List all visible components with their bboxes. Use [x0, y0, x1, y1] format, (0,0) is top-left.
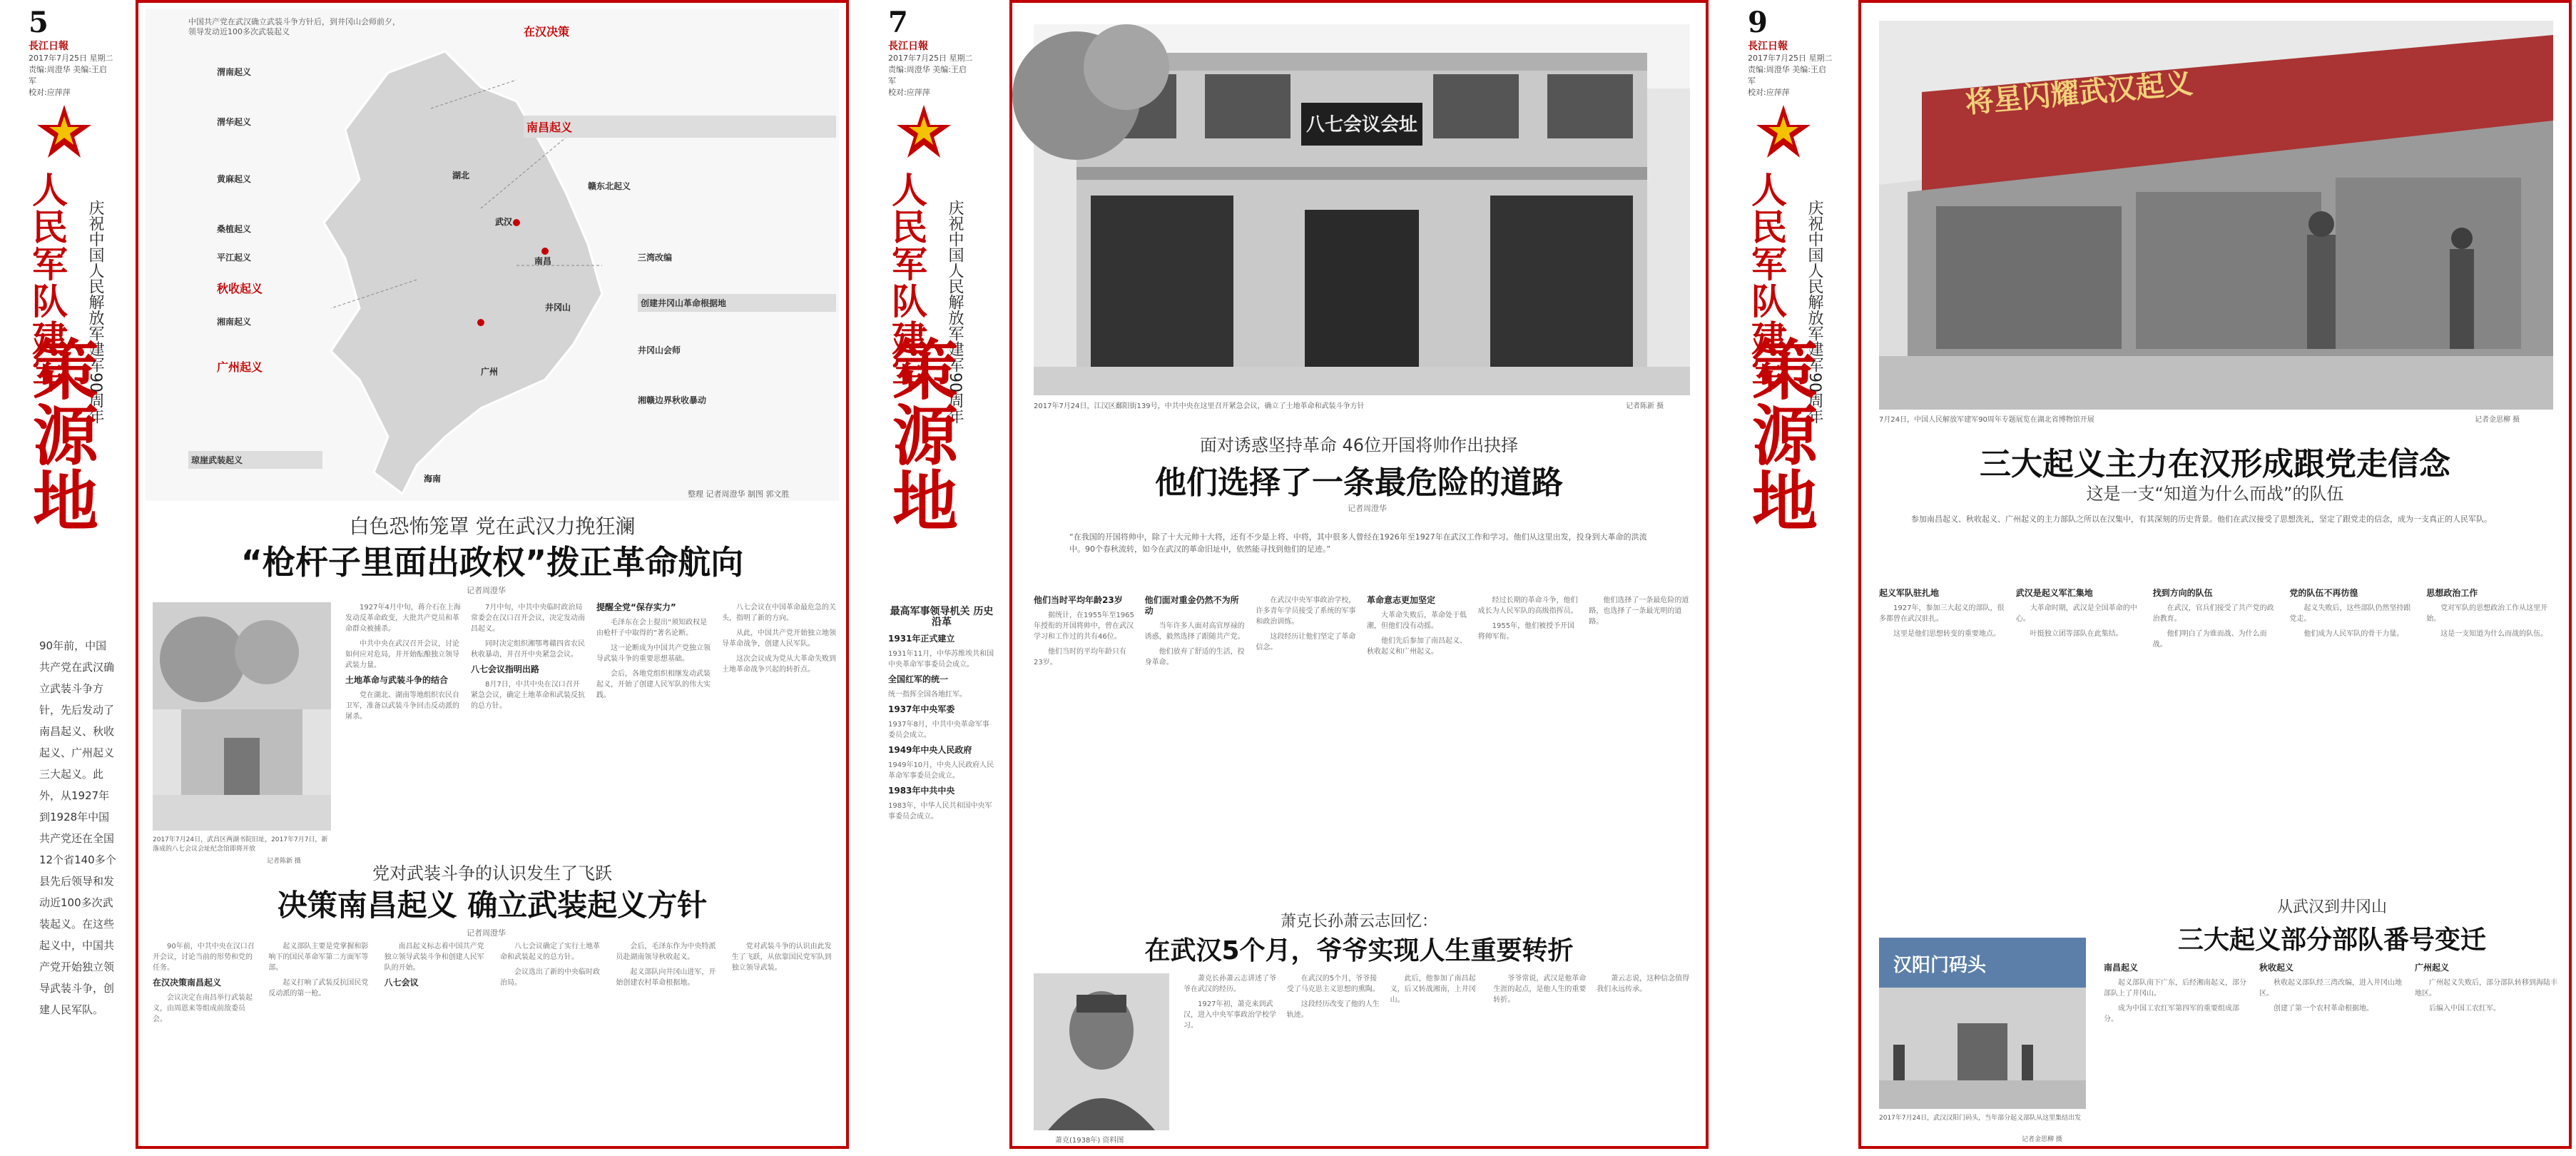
- map-event-label: 广州起义: [217, 360, 263, 374]
- sidebar-item: 全国红军的统一: [888, 674, 949, 684]
- side-strip: [0, 0, 121, 1156]
- building-sign: 八七会议会址: [1305, 114, 1417, 136]
- masthead-meta: 2017年7月25日 星期二 责编:周澄华 美编:王启军 校对:应萍萍: [888, 54, 973, 97]
- subtitle: 这是一支“知道为什么而战”的队伍: [2086, 484, 2344, 504]
- text-column: 此后，他参加了南昌起义，后又转战湘南，上井冈山。: [1390, 975, 1476, 1004]
- byline: 记者周澄华: [1348, 504, 1387, 513]
- article-body: [2104, 963, 2560, 1137]
- photo-credit: 记者陈新 摄: [1626, 402, 1664, 410]
- map-event-label: 在汉决策: [524, 25, 570, 39]
- map-place-label: 湖北: [452, 171, 470, 181]
- text-column: 萧克长孙萧云志讲述了爷爷在武汉的经历。 1927年初，萧克来到武汉，进入中央军事政治学校学习。: [1183, 975, 1276, 1030]
- article-body: [345, 602, 838, 852]
- article-body: [1879, 588, 2553, 923]
- text-column: 秋收起义 秋收起义部队经三湾改编，进入井冈山地区。 创建了第一个农村革命根据地。: [2259, 963, 2402, 1013]
- text-column: 南昌起义标志着中国共产党独立领导武装斗争和创建人民军队的开始。 八七会议: [384, 943, 484, 988]
- portrait-caption: 萧克(1938年) 资料图: [1055, 1137, 1124, 1145]
- side-subtitle: 庆祝中国人民解放军建军90周年: [946, 200, 964, 424]
- map-place-label: 广州: [481, 367, 499, 377]
- side-calligraphy: 策源地: [1741, 335, 1818, 532]
- map-event-label: 井冈山会师: [638, 345, 681, 355]
- map-event-label: 渭南起义: [217, 67, 252, 77]
- text-column: 会后，毛泽东作为中央特派员赴湖南领导秋收起义。 起义部队向井冈山进军，开始创建农村革命根据地。: [616, 943, 716, 987]
- text-column: 八七会议在中国革命最危急的关头，指明了新的方向。 从此，中国共产党开始独立地领导革命战争，创建人民军队。 这次会议成为党从大革命失败到土地革命战争兴起的转折点。: [722, 604, 836, 674]
- map-place-label: 武汉: [495, 217, 513, 227]
- kicker: 萧克长孙萧云志回忆：: [1280, 913, 1437, 931]
- kicker: 党对武装斗争的认识发生了飞跃: [372, 863, 612, 883]
- map-event-label: 湘赣边界秋收暴动: [638, 395, 707, 405]
- side-title: 人民军队建军: [886, 171, 928, 394]
- paper-name: 長江日報: [1748, 41, 1788, 52]
- text-column: 提醒全党“保存实力” 毛泽东在会上提出“须知政权是由枪杆子中取得的”著名论断。 这一论断成为中国共产党独立领导武装斗争的重要思想基础。 会后，各地党组织相继发动武装起义，开始了创建人民军队的伟大实践。: [596, 602, 711, 699]
- article-frame: [1009, 0, 1709, 1149]
- side-calligraphy: 策源地: [882, 335, 959, 532]
- kicker: 白色恐怖笼罩 党在武汉力挽狂澜: [349, 514, 636, 538]
- text-column: 他们面对重金仍然不为所动 当年许多人面对高官厚禄的诱惑，毅然选择了跟随共产党。 他们放弃了舒适的生活，投身革命。: [1144, 595, 1245, 666]
- side-subtitle: 庆祝中国人民解放军建军90周年: [86, 200, 104, 424]
- text-column: 广州起义 广州起义失败后，部分部队转移到海陆丰地区。 后编入中国工农红军。: [2415, 963, 2557, 1013]
- star-emblem-icon: [895, 103, 952, 161]
- map-event-label: 赣东北起义: [588, 181, 631, 191]
- text-column: 南昌起义 起义部队南下广东，后经湘南起义，部分部队上了井冈山。 成为中国工农红军第四军的重要组成部分。: [2104, 963, 2246, 1023]
- text-column: 7月中旬，中共中央临时政治局常委会在汉口召开会议，决定发动南昌起义。 同时决定组织湘鄂粤赣四省农民秋收暴动，并召开中央紧急会议。 八七会议指明出路 8月7日，中共中央在汉口召开紧急会议，确定土地革命和武装反抗的总方针。: [471, 604, 585, 710]
- text-column: 爷爷常说，武汉是他革命生涯的起点，是他人生的重要转折。: [1493, 975, 1587, 1004]
- folio: 9: [1748, 6, 1768, 39]
- side-subtitle: 庆祝中国人民解放军建军90周年: [1806, 200, 1823, 424]
- star-emblem-icon: [36, 103, 93, 161]
- map-event-label: 南昌起义: [524, 116, 836, 138]
- building-photo: [1034, 24, 1690, 395]
- article-body: [153, 941, 838, 1134]
- map-place-label: 海南: [424, 474, 442, 484]
- map-credit: 整理 记者周澄华 制图 郭文胜: [688, 490, 790, 499]
- byline: 记者周澄华: [467, 586, 506, 595]
- text-column: 起义部队主要是党掌握和影响下的国民革命军第二方面军等部。 起义打响了武装反抗国民党反动派的第一枪。: [268, 943, 369, 998]
- byline: 记者周澄华: [467, 928, 506, 938]
- folio: 7: [888, 6, 908, 39]
- photo-caption: 2017年7月24日，武汉汉阳门码头，当年部分起义部队从这里集结出发: [1879, 1115, 2082, 1122]
- map-place-label: 井冈山: [545, 303, 571, 313]
- text-column: 革命意志更加坚定 大革命失败后，革命处于低潮，但他们没有动摇。 他们先后参加了南昌起义、秋收起义和广州起义。: [1367, 595, 1467, 656]
- side-calligraphy: 策源地: [22, 335, 99, 532]
- headline: “枪杆子里面出政权”拨正革命航向: [240, 543, 744, 582]
- text-column: 起义军队驻扎地 1927年，参加三大起义的部队，很多都曾在武汉驻扎。 这里是他们思想转变的重要地点。: [1879, 588, 2005, 638]
- campus-photo: [153, 602, 331, 831]
- text-column: 1927年4月中旬，蒋介石在上海发动反革命政变，大批共产党员和革命群众被捕杀。 中共中央在武汉召开会议，讨论如何应对危局，并开始酝酿独立领导武装力量。 土地革命与武装斗争的结合 党在湖北、湖南等地组织农民自卫军，准备以武装斗争回击反动派的屠杀。: [345, 604, 461, 721]
- map-event-label: 黄麻起义: [217, 174, 252, 184]
- page-5: [0, 0, 849, 1156]
- sidebar-item: 1983年中共中央: [888, 786, 955, 796]
- headline: 在武汉5个月，爷爷实现人生重要转折: [1144, 936, 1574, 965]
- side-strip: [1719, 0, 1841, 1156]
- side-title: 人民军队建军: [26, 171, 68, 394]
- text-column: 找到方向的队伍 在武汉，官兵们接受了共产党的政治教育。 他们明白了为谁而战、为什么而战。: [2152, 588, 2274, 649]
- map-event-label: 渭华起义: [217, 117, 252, 127]
- text-column: 经过长期的革命斗争，他们成长为人民军队的高级指挥员。 1955年，他们被授予开国将帅军衔。: [1477, 597, 1578, 641]
- text-column: 在武汉中央军事政治学校，许多青年学员接受了系统的军事和政治训练。 这段经历让他们坚定了革命信念。: [1256, 597, 1356, 651]
- text-column: 他们选择了一条最危险的道路，也选择了一条最光明的道路。: [1589, 597, 1689, 626]
- text-column: 思想政治工作 党对军队的思想政治工作从这里开始。 这是一支知道为什么而战的队伍。: [2426, 588, 2548, 638]
- history-sidebar: 最高军事领导机关 历史沿革 1931年正式建立 1931年11月，中华苏维埃共和国中央革命军事委员会成立。 全国红军的统一 统一指挥全国各地红军。 1937年中央军委 1937年8月，中共中央革命军事委员会成立。 1949年中央人民政府 1949年10月，中央人民政府人民革命军事委员会成立。 1983年中共中央 1983年，中华人民共和国中央军事委员会成立。: [888, 606, 994, 821]
- dock-sign: 汉阳门码头: [1893, 955, 1987, 976]
- masthead-meta: 2017年7月25日 星期二 责编:周澄华 美编:王启军 校对:应萍萍: [29, 54, 113, 97]
- map-event-label: 创建井冈山革命根据地: [638, 294, 836, 312]
- headline: 他们选择了一条最危险的道路: [1155, 465, 1563, 501]
- text-column: 党的队伍不再彷徨 起义失败后，这些部队仍然坚持跟党走。 他们成为人民军队的骨干力量。: [2289, 588, 2411, 638]
- headline: 三大起义部分部队番号变迁: [2177, 926, 2486, 955]
- article-intro: “在我国的开国将帅中，除了十大元帅十大将，还有不少是上将、中将，其中很多人曾经在1926年至1927年在武汉工作和学习。他们从这里出发，投身到大革命的洪流中。90个春秋流转，如今在武汉的革命旧址中，依然能寻找到他们的足迹。”: [1069, 532, 1647, 554]
- exhibition-photo: [1879, 21, 2553, 410]
- sidebar-item: 1949年中央人民政府: [888, 745, 972, 755]
- dock-photo: [1879, 938, 2086, 1109]
- text-column: 他们当时平均年龄23岁 据统计，在1955年至1965年授衔的开国将帅中，曾在武汉学习和工作过的共有46位。 他们当时的平均年龄只有23岁。: [1034, 595, 1134, 666]
- map-caption: 中国共产党在武汉确立武装斗争方针后，到井冈山会师前夕，领导发动近100多次武装起义: [188, 17, 400, 36]
- text-column: 八七会议确定了实行土地革命和武装起义的总方针。 会议选出了新的中央临时政治局。: [499, 943, 600, 987]
- folio: 5: [29, 6, 49, 39]
- text-column: 萧云志说，这种信念值得我们永远传承。: [1597, 975, 1690, 993]
- photo-caption: 7月24日，中国人民解放军建军90周年专题展览在湖北省博物馆开展: [1879, 416, 2094, 424]
- article-frame: [136, 0, 849, 1149]
- article-body: [1183, 973, 1690, 1137]
- map-place-label: 南昌: [534, 256, 552, 266]
- map-event-label: 桑植起义: [217, 224, 252, 234]
- map-event-label: 琼崖武装起义: [188, 451, 322, 469]
- photo-caption: 2017年7月24日，江汉区鄱阳街139号，中共中央在这里召开紧急会议，确立了土地革命和武装斗争方针: [1034, 402, 1365, 410]
- map-event-label: 秋收起义: [217, 282, 263, 295]
- page-7: [860, 0, 1709, 1156]
- article-frame: [1858, 0, 2572, 1149]
- article-body: [1034, 595, 1690, 902]
- photo-credit: 记者金思柳 摄: [2475, 416, 2520, 424]
- kicker: 从武汉到井冈山: [2276, 898, 2387, 916]
- side-title: 人民军队建军: [1746, 171, 1788, 394]
- exhibition-banner: 将星闪耀武汉起义: [1963, 66, 2194, 120]
- uprisings-map: [146, 9, 839, 501]
- paper-name: 長江日報: [888, 41, 928, 52]
- photo-caption: 2017年7月24日，武昌区两湖书院旧址，2017年7月7日，新落成的八七会议会址纪念馆即将开放: [153, 836, 328, 853]
- text-column: 党对武装斗争的认识由此发生了飞跃，从依靠国民党军队到独立领导武装。: [731, 943, 832, 972]
- text-column: 在武汉的5个月，爷爷接受了马克思主义思想的熏陶。 这段经历改变了他的人生轨迹。: [1286, 975, 1380, 1019]
- photo-credit: 记者金思柳 摄: [2022, 1136, 2062, 1143]
- text-column: 90年前，中共中央在汉口召开会议，讨论当前的形势和党的任务。 在汉决策南昌起义 会议决定在南昌举行武装起义，由周恩来等组成前敌委员会。: [153, 943, 255, 1023]
- map-event-label: 三湾改编: [638, 253, 673, 263]
- kicker: 面对诱惑坚持革命 46位开国将帅作出抉择: [1199, 435, 1519, 455]
- page-9: [1719, 0, 2575, 1156]
- sidebar-item: 1937年中央军委: [888, 704, 955, 714]
- map-event-label: 湘南起义: [217, 317, 252, 327]
- headline: 决策南昌起义 确立武装起义方针: [277, 888, 708, 923]
- article-intro: 参加南昌起义、秋收起义、广州起义的主力部队之所以在汉集中，有其深刻的历史背景。他们在武汉接受了思想洗礼，坚定了跟党走的信念，成为一支真正的人民军队。: [1911, 514, 2492, 524]
- photo-credit: 记者陈新 摄: [267, 858, 301, 865]
- text-column: 武汉是起义军汇集地 大革命时期，武汉是全国革命的中心。 叶挺独立团等部队在此集结。: [2015, 588, 2137, 638]
- sidebar-item: 1931年正式建立: [888, 634, 955, 644]
- star-emblem-icon: [1755, 103, 1812, 161]
- paper-name: 長江日報: [29, 41, 68, 52]
- headline: 三大起义主力在汉形成跟党走信念: [1980, 446, 2450, 482]
- masthead-meta: 2017年7月25日 星期二 责编:周澄华 美编:王启军 校对:应萍萍: [1748, 54, 1833, 97]
- side-intro-text: 90年前，中国共产党在武汉确立武装斗争方针，先后发动了南昌起义、秋收起义、广州起义三大起义。此外，从1927年到1928年中国共产党还在全国12个省140多个县先后领导和发动近100多次武装起义。在这些起义中，中国共产党开始独立领导武装斗争，创建人民军队。: [39, 639, 116, 1016]
- portrait-photo: [1034, 973, 1169, 1130]
- sidebar-title: 最高军事领导机关 历史沿革: [890, 606, 994, 628]
- map-event-label: 平江起义: [217, 253, 252, 263]
